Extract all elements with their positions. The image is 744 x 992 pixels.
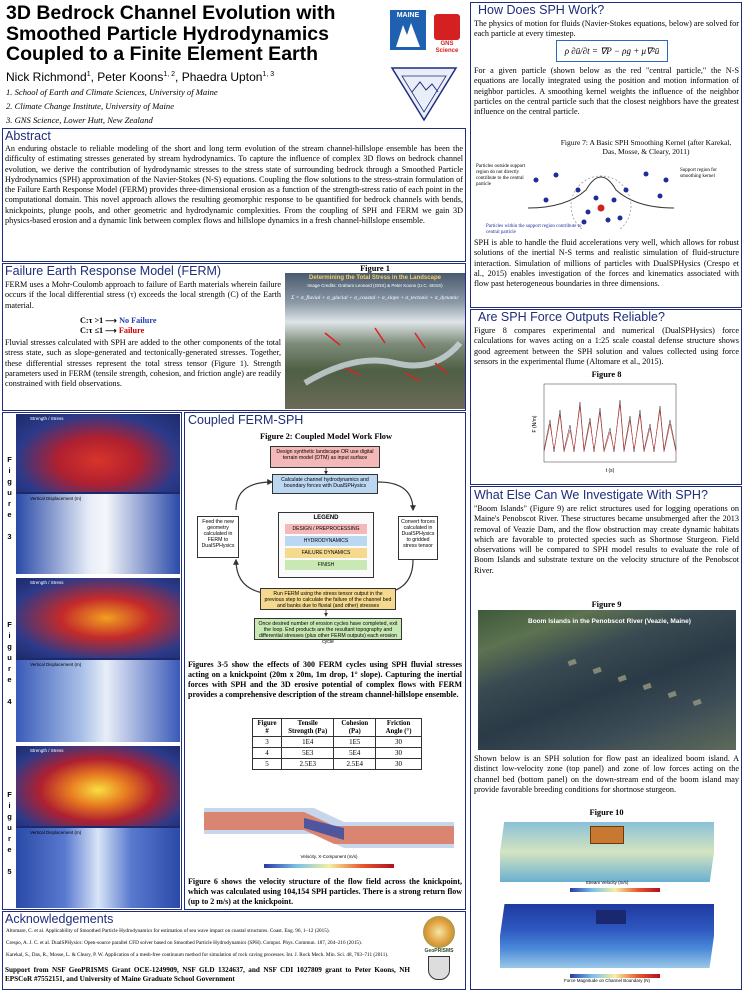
how-text-3: SPH is able to handle the fluid accelerations very well, which allows for robust solutions of the inertial N-S terms and realistic simulation of fluid-structure interaction. Simulation of millions of particles with DualSPHysics (Crespo et al., 2015) enables investigation of the forces and kinematics associated with flow past heterogeneous boundaries in three dimensions. xyxy=(474,238,739,289)
reference-item: Crespo, A. J. C. et al. DualSPHysics: Open-source parallel CFD solver based on Smoothed Particle Hydrodynamics (SPH). Comput. Phys. Commun. 187, 204–216 (2015). xyxy=(6,940,363,946)
author-name: Peter Koons xyxy=(97,70,164,84)
legend-item: DESIGN / PREPROCESSING xyxy=(285,524,367,534)
ferm-heading: Failure Earth Response Model (FERM) xyxy=(5,264,222,278)
what-else-text-1: "Boom Islands" (Figure 9) are relict structures used for logging operations on Maine's Penobscot River. These structures became unsubmerged after the 2013 removal of Veazie Dam, and the flow obstruction may create dynamic habitats which are favorable to protected species such as Shortnose Sturgeon. Field observations will be compared to SPH model results to evaluate the role of Boom Islands and substrate texture on the velocity structure of the Penobscot River. xyxy=(474,504,739,575)
table-row: 3 1E4 1E5 30 xyxy=(253,737,422,748)
figure-5-label: Figure 5 xyxy=(5,790,14,878)
how-text-1: The physics of motion for fluids (Navier-Stokes equations, below) are solved for each particle at every timestep. xyxy=(474,19,739,39)
support-text: Support from NSF GeoPRISMS Grant OCE-1249909, NSF GLD 1324637, and NSF CDI 1027809 grant to Peter Koons, NH EPSCoR #7552151, and University of Maine Graduate School Government xyxy=(5,966,410,983)
reference-item: Karekal, S., Das, R., Mosse, L. & Cleary, P. W. Application of a mesh-free continuum method for simulation of rock caving processes. Int. J. Rock Mech. Min. Sci. 48, 703–711 (2011). xyxy=(6,952,389,958)
svg-text:t (s): t (s) xyxy=(605,468,615,474)
figure-9-label: Figure 9 xyxy=(591,600,622,609)
flow-legend: LEGEND DESIGN / PREPROCESSING HYDRODYNAMICS FAILURE DYNAMICS FINISH xyxy=(278,512,374,578)
figure-1-image: Determining the Total Stress in the Landscape Image Credits: Graham Leonard (GNS) & Peter Koons (U.C. SESS) Σ = σ_fluvial + σ_glacial + σ_coastal + σ_slope + σ_tectonic + σ_dynamic xyxy=(285,273,465,409)
ferm-text-2: Fluvial stresses calculated with SPH are added to the other components of the total stress state, such as slope-generated and tectonically-generated stresses. Together, these differential stresses represent the total stress tensor (Figure 1). Strength parameters used in FERM (tensile strength, cohesion, and friction angle) are readily constrained with field observations. xyxy=(5,338,281,389)
strength-table xyxy=(252,718,422,770)
abstract-text: An enduring obstacle to reliable modeling of the short and long term evolution of the stream channel-hillslope ensemble has been the difficulty of estimating stresses generated by stream hydrodynamics. To capture the influence of complex 3D flows on bedrock channel evolution, we derive the contribution of hydrodynamic stresses to the stress state of surrounding bedrock through a Smoothed Particle Hydrodynamics (SPH) approximation of the Navier-Stokes (N-S) equations. Coupling the flow solutions to the stress-strain formulation of the Failure Earth Response Model (FERM) provides three-dimensional erosion as a function of the strength-stress ratio of each point in the computational domain. This novel approach allows the resulting geomorphic response to be quantified for bedrock channels with bends, knickpoints, plunge pools, and other geometric and hydrodynamic complexities. From the coupling of SPH and FERM we gain 3D physics-based erosion and a dynamic link between complex flows and hillslope dynamics in a fresh channel-hillslope ensemble. xyxy=(5,144,463,226)
author-name: Phaedra Upton xyxy=(181,70,263,84)
ack-heading: Acknowledgements xyxy=(5,912,114,926)
fig7-support-label: Support region for smoothing kernel xyxy=(680,168,717,179)
figure-6-text: Figure 6 shows the velocity structure of the flow field across the knickpoint, which was calculated using 104,154 SPH particles. There is a strong return flow (up to 2 m/s) at the knickpoint. xyxy=(188,877,462,906)
flow-convert-box: Convert forces calculated in DualSPHysics to gridded stress tensor xyxy=(398,516,438,560)
navier-stokes-equation: ρ ∂ū/∂t = ∇P − ρg + μ∇²ū xyxy=(556,40,668,62)
failure-rule-1: C:τ >1 ⟶ No Failure xyxy=(80,316,157,325)
author-list: Nick Richmond$^1$, Peter Koons$^{1, 2}$, Phaedra Upton$^{1, 3}$ xyxy=(6,70,275,84)
figure-4-label: Figure 4 xyxy=(5,620,14,708)
table-header-row: Figure # Tensile Strength (Pa) Cohesion (Pa) Friction Angle (°) xyxy=(253,719,422,737)
figure-5-panels: Strength / Stress Vertical Displacement (m) xyxy=(16,746,180,908)
figure-10-image: Stream Velocity (m/s) Force Magnitude on Channel Boundary (N) xyxy=(500,818,714,988)
fig7-within-label: Particles within the support region contribute to central particle xyxy=(486,224,582,235)
figure-1-label: Figure 1 xyxy=(360,264,390,273)
affiliation: 2. Climate Change Institute, University of Maine xyxy=(6,101,175,111)
abstract-heading: Abstract xyxy=(5,129,51,143)
ferm-text: FERM uses a Mohr-Coulomb approach to failure of Earth materials wherein failure occurs if the local differential stress (τ) exceeds the local strength (C) of the Earth material. xyxy=(5,280,281,310)
reliable-heading: Are SPH Force Outputs Reliable? xyxy=(478,310,665,324)
figure-10-label: Figure 10 xyxy=(589,808,624,817)
coupled-text: Figures 3-5 show the effects of 300 FERM cycles using SPH fluvial stresses acting on a knickpoint (20m x 20m, 1m drop, 1° slope). Capturing the inertial forces with SPH and the 3D erosive potential of complex flows with FERM provides a comprehensive description of the stream channel-hillslope ensemble. xyxy=(188,660,462,699)
reference-item: Altomare, C. et al. Applicability of Smoothed Particle Hydrodynamics for estimation of sea wave impact on coastal structures. Coast. Eng. 96, 1–12 (2015). xyxy=(6,928,330,934)
failure-rule-2: C:τ ≤1 ⟶ Failure xyxy=(80,326,145,335)
flow-feed-box: Feed the new geometry calculated in FERM to DualSPHysics xyxy=(197,516,239,558)
flow-finish-box: Once desired number of erosion cycles have completed, exit the loop. End products are the resultant topography and differential stresses (plus other FERM outputs) each erosion cycle xyxy=(254,618,402,640)
what-else-text-2: Shown below is an SPH solution for flow past an idealized boom island. A distinct low-velocity zone (top panel) and zone of low forces acting on the channel bed (bottom panel) on the down-stream end of the boom island may provide favorable breeding conditions for shortnose sturgeon. xyxy=(474,754,739,794)
flow-hydro-box: Calculate channel hydrodynamics and boundary forces with DualSPHysics xyxy=(272,474,378,494)
how-heading: How Does SPH Work? xyxy=(478,3,605,17)
flow-ferm-box: Run FERM using the stress tensor output in the previous step to calculate the failure of the channel bed and banks due to fluvial (and other) stresses xyxy=(260,588,396,610)
table-row: 4 5E3 5E4 30 xyxy=(253,748,422,759)
svg-text:F (N/m): F (N/m) xyxy=(532,415,538,433)
reliable-text: Figure 8 compares experimental and numerical (DualSPHysics) force calculations for waves acting on a 1:25 scale coastal defense structure shows good agreement between the SPH solution and values collected using force sensors in the experimental flume (Altomare et al., 2015). xyxy=(474,326,739,366)
table-row: 5 2.5E3 2.5E4 30 xyxy=(253,759,422,770)
gns-logo: GNS Science xyxy=(434,14,460,56)
figure-7-label: Figure 7: A Basic SPH Smoothing Kernel (after Karekal, Das, Mosse, & Cleary, 2011) xyxy=(560,138,732,156)
flow-design-box: Design synthetic landscape OR use digital terrain model (DTM) as input surface xyxy=(270,446,380,468)
what-else-heading: What Else Can We Investigate With SPH? xyxy=(474,488,708,502)
figure-4-panels: Strength / Stress Vertical Displacement (m) xyxy=(16,578,180,742)
figure-3-label: Figure 3 xyxy=(5,455,14,543)
smoothing-kernel-diagram xyxy=(526,160,676,230)
author-name: Nick Richmond xyxy=(6,70,87,84)
figure-2-label: Figure 2: Coupled Model Work Flow xyxy=(259,432,393,441)
legend-item: FINISH xyxy=(285,560,367,570)
fig7-outside-label: Particles outside support region do not directly contribute to the central particle xyxy=(476,164,526,187)
legend-item: HYDRODYNAMICS xyxy=(285,536,367,546)
maine-logo: MAINE xyxy=(390,10,426,50)
geoprisms-logo: GeoPRISMS xyxy=(416,916,462,986)
institute-seal xyxy=(388,64,460,124)
figure-8-label: Figure 8 xyxy=(591,370,622,379)
affiliation: 1. School of Earth and Climate Sciences, University of Maine xyxy=(6,87,218,97)
figure-9-image: Boom Islands in the Penobscot River (Veazie, Maine) xyxy=(478,610,736,750)
poster-title: 3D Bedrock Channel Evolution with Smoothed Particle Hydrodynamics Coupled to a Finite Element Earth xyxy=(6,2,336,65)
legend-item: FAILURE DYNAMICS xyxy=(285,548,367,558)
affiliation: 3. GNS Science, Lower Hutt, New Zealand xyxy=(6,115,153,125)
how-text-2: For a given particle (shown below as the red "central particle," the N-S equations are locally integrated using the position and motion information of neighbor particles. A smoothing kernel weights the influence of the neighbor particles on the central particle such that the closest neighbors have the greatest influence on the central particle. xyxy=(474,66,739,117)
coupled-heading: Coupled FERM-SPH xyxy=(188,413,304,427)
figure-3-panels: Strength / Stress Vertical Displacement (m) xyxy=(16,414,180,574)
figure-6-image: Velocity, X-Component (m/s) xyxy=(204,788,454,874)
figure-8-plot xyxy=(530,380,680,476)
